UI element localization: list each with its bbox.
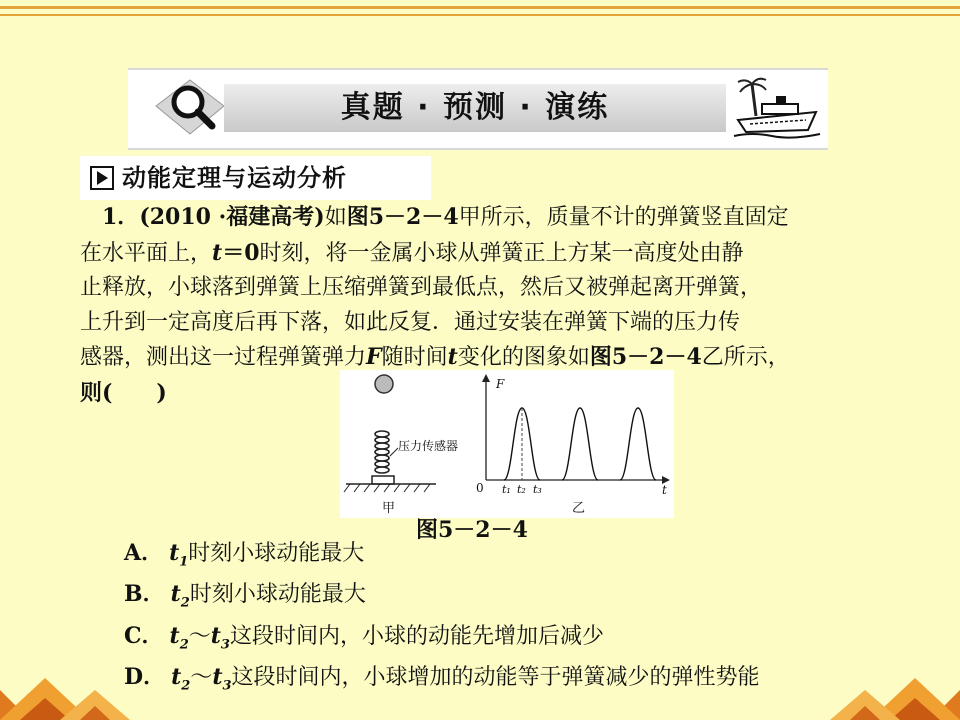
axis-F-label: F xyxy=(496,377,505,391)
tick-t2: t₂ xyxy=(517,483,526,496)
right-label: 乙 xyxy=(572,501,586,516)
variable-t: t xyxy=(212,239,223,266)
question-line-3: 止释放，小球落到弹簧上压缩弹簧到最低点，然后又被弹起离开弹簧， xyxy=(80,275,763,300)
option-b[interactable] xyxy=(124,578,760,619)
magnifier-icon xyxy=(150,76,230,140)
question-source: (2010 ·福建高考) xyxy=(139,204,325,230)
pulse-3 xyxy=(620,408,656,480)
banner-bar xyxy=(224,84,726,132)
play-icon xyxy=(90,166,114,190)
sensor-base xyxy=(372,476,394,484)
figure-reference: 图5－2－4 xyxy=(346,204,459,230)
figure-drawing xyxy=(340,370,674,518)
option-d-text: 这段时间内，小球增加的动能等于弹簧减少的弹性势能 xyxy=(231,665,760,691)
corner-decoration-right xyxy=(820,670,960,720)
tick-t3: t₃ xyxy=(533,483,542,496)
section-title: 动能定理与运动分析 xyxy=(122,164,347,192)
banner xyxy=(128,68,828,150)
question-line-1 xyxy=(80,200,910,236)
y-axis-arrow xyxy=(482,374,490,382)
variable-t: t xyxy=(169,622,180,649)
range-separator: ～ xyxy=(188,623,211,649)
option-b-label: B． xyxy=(124,581,165,608)
pulse-2 xyxy=(562,408,598,480)
left-label: 甲 xyxy=(382,501,396,516)
question-text-segment: 如 xyxy=(324,205,347,230)
variable-t: t xyxy=(210,622,221,649)
figure-5-2-4 xyxy=(340,370,674,518)
ground-hatch xyxy=(344,484,430,492)
corner-decoration-left xyxy=(0,670,140,720)
answer-options xyxy=(124,537,760,703)
question-text-segment: 在水平面上， xyxy=(80,240,213,266)
figure-caption-text: 图5－2－4 xyxy=(416,517,528,543)
question-number: 1． xyxy=(102,204,140,230)
equation-zero: ＝0 xyxy=(222,239,260,266)
option-d-label: D． xyxy=(124,664,166,691)
range-separator: ～ xyxy=(190,665,213,691)
banner-title: 真题 · 预测 · 演练 xyxy=(340,90,610,125)
sensor-label: 压力传感器 xyxy=(398,439,459,453)
option-c-text: 这段时间内，小球的动能先增加后减少 xyxy=(229,623,604,649)
option-d[interactable] xyxy=(124,661,760,702)
top-rule xyxy=(0,6,960,9)
section-heading xyxy=(80,156,431,200)
option-a[interactable] xyxy=(124,537,760,578)
cruise-ship-icon xyxy=(732,76,822,142)
option-c[interactable] xyxy=(124,620,760,661)
subscript: 2 xyxy=(180,595,190,611)
subscript: 2 xyxy=(179,637,189,653)
question-line-4: 上升到一定高度后再下落，如此反复．通过安装在弹簧下端的压力传 xyxy=(80,309,741,335)
axis-t-label: t xyxy=(662,483,667,497)
variable-t: t xyxy=(169,540,180,566)
origin-label: 0 xyxy=(476,481,484,495)
variable-t: t xyxy=(212,664,223,691)
subscript: 2 xyxy=(181,678,191,694)
option-a-text: 时刻小球动能最大 xyxy=(188,541,365,566)
option-b-text: 时刻小球动能最大 xyxy=(189,582,366,608)
tick-t1: t₁ xyxy=(502,483,511,496)
variable-F: F xyxy=(366,344,382,370)
variable-t: t xyxy=(170,581,181,608)
sensor-pointer xyxy=(390,448,398,456)
ball xyxy=(375,375,393,393)
subscript: 3 xyxy=(220,637,230,653)
answer-blank: 则( ) xyxy=(80,379,167,406)
subscript: 1 xyxy=(179,554,189,570)
option-c-label: C． xyxy=(124,622,164,649)
question-text-segment: 时刻，将一金属小球从弹簧正上方某一高度处由静 xyxy=(259,240,744,266)
spring xyxy=(375,431,389,473)
question-text-segment: 随时间 xyxy=(381,345,448,370)
question-text-segment: 变化的图象如 xyxy=(457,345,590,370)
subscript: 3 xyxy=(222,678,232,694)
question-text-segment: 乙所示， xyxy=(701,345,790,370)
question-line-2 xyxy=(80,236,910,272)
question-text-segment: 甲所示，质量不计的弹簧竖直固定 xyxy=(458,205,789,230)
top-rule-thin xyxy=(0,14,960,16)
question-text-segment: 感器，测出这一过程弹簧弹力 xyxy=(80,345,367,370)
variable-t: t xyxy=(447,344,458,370)
variable-t: t xyxy=(171,664,182,691)
option-a-label: A． xyxy=(124,540,164,566)
figure-reference: 图5－2－4 xyxy=(589,344,702,370)
